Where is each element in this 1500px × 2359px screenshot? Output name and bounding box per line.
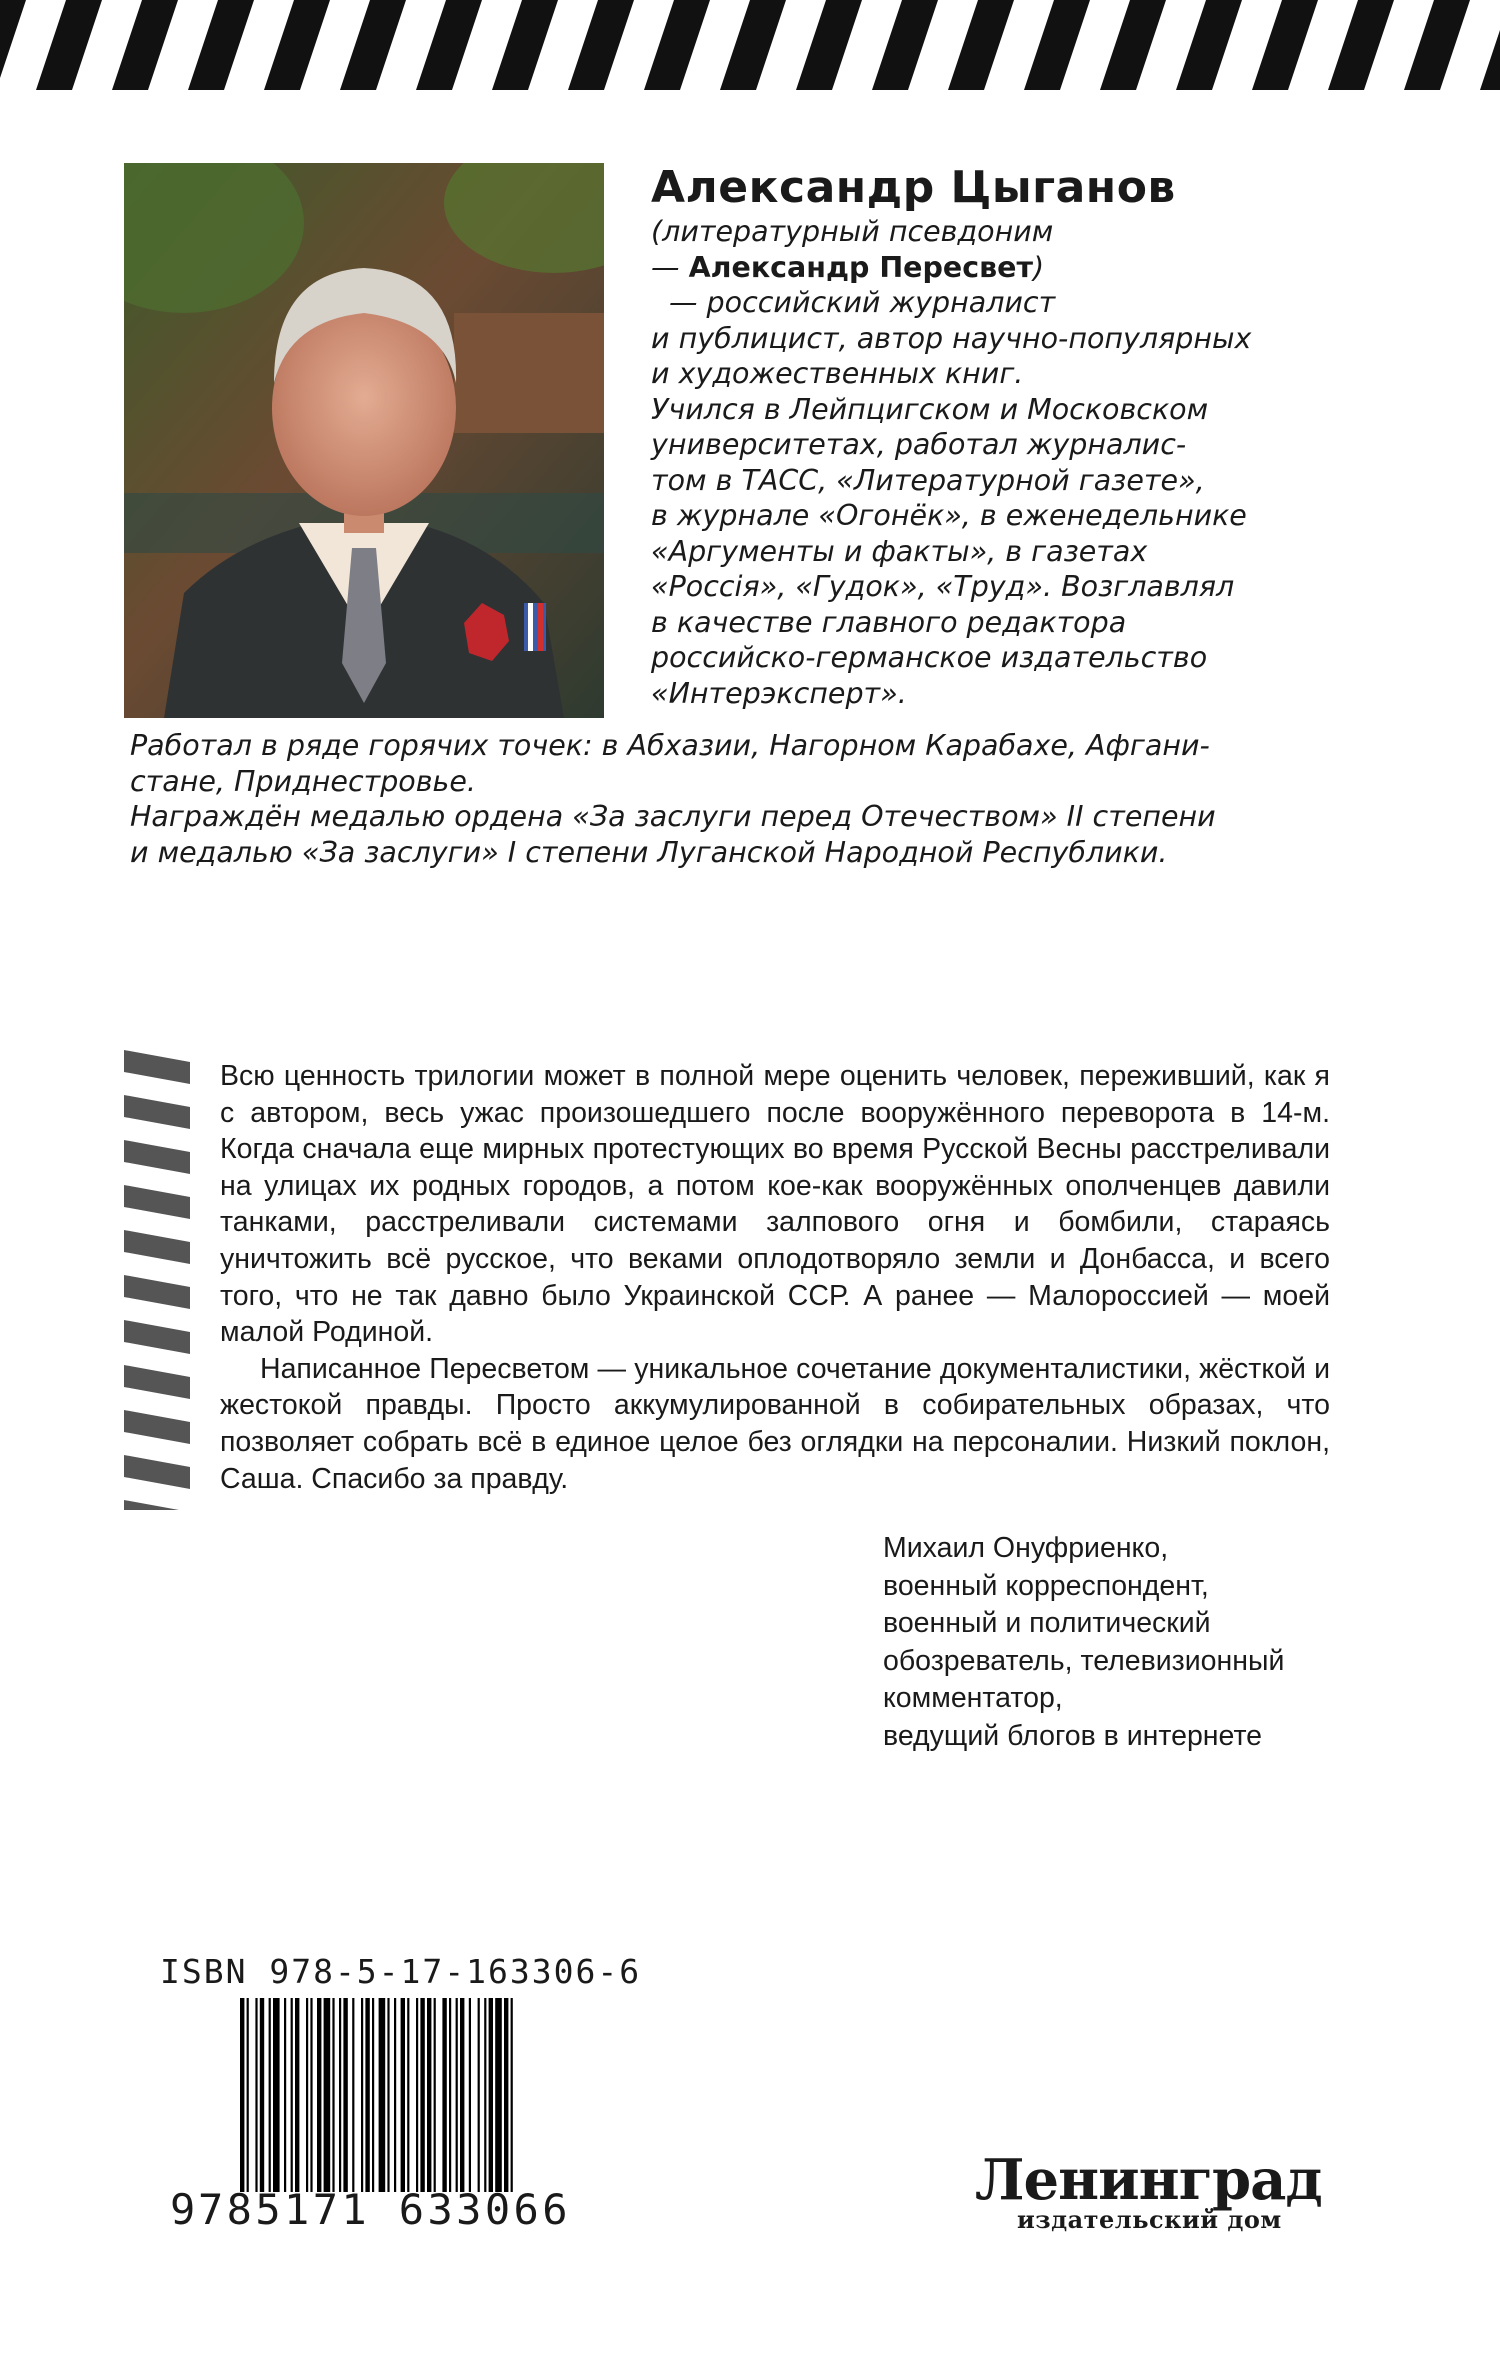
review-signature — [883, 1530, 1284, 1755]
bio-line: том в ТАСС, «Литературной газете», — [651, 463, 1205, 497]
bio-line: Учился в Лейпцигском и Московском — [651, 392, 1209, 426]
author-bio — [651, 285, 1411, 711]
bio-line: «Интерэксперт». — [651, 676, 907, 710]
publisher-name: Ленинград — [975, 2147, 1322, 2213]
publisher-subtitle: издательский дом — [1017, 2205, 1282, 2234]
signature-line: комментатор, — [883, 1682, 1063, 1714]
publisher-logo — [975, 2147, 1335, 2240]
isbn-barcode — [240, 1998, 600, 2192]
author-name: Александр Цыганов — [651, 162, 1176, 213]
signature-line: Михаил Онуфриенко, — [883, 1532, 1169, 1564]
author-bio-header — [651, 162, 1411, 711]
barcode-number: 785171 633066 — [198, 2185, 571, 2234]
film-strip-border — [0, 0, 1500, 90]
bio-line: российско-германское издательство — [651, 641, 1208, 674]
author-photo — [124, 163, 604, 718]
signature-line: военный корреспондент, — [883, 1569, 1209, 1602]
pseudonym-name: Александр Пересвет — [688, 250, 1034, 284]
review-text — [220, 1058, 1330, 1497]
bio-line: в качестве главного редактора — [651, 605, 1127, 639]
review-paragraph: Всю ценность трилогии может в полной мере оценить человек, переживший, как я с автором, весь ужас произошедшего после вооружённого переворота в 14-м. Когда сначала еще мирных протестующих во время Русской Весны расстреливали на улицах их родных городов, а потом кое-как вооружённых ополченцев давили танками, расстреливали системами залпового огня и бомбили, стараясь уничтожить всё русское, что веками оплодотворяло земли и Донбасса, и всего того, что не так давно было Украинской ССР. А ранее — Малороссией — моей малой Родиной. — [220, 1060, 1330, 1349]
pseudonym: — Александр Пересвет) — [651, 250, 1045, 284]
bio-line: Награждён медалью ордена «За заслуги перед Отечеством» II степени — [130, 800, 1216, 833]
striped-sidebar-decoration — [124, 1050, 190, 1510]
bio-line: «Россія», «Гудок», «Труд». Возглавлял — [651, 570, 1235, 603]
pseudonym-intro: (литературный псевдоним — [651, 215, 1054, 248]
review-paragraph: Написанное Пересветом — уникальное сочетание документалистики, жёсткой и жестокой правды. Просто аккумулированной в собирательных образах, что позволяет собрать всё в единое целое без оглядки на персоналии. Низкий поклон, Саша. Спасибо за правду. — [220, 1352, 1330, 1495]
author-bio-continued — [130, 728, 1390, 870]
bio-line: Работал в ряде горячих точек: в Абхазии, Нагорном Карабахе, Афгани- — [130, 729, 1210, 762]
bio-line: и публицист, автор научно-популярных — [651, 321, 1252, 355]
signature-line: военный и политический — [883, 1607, 1211, 1639]
bio-line: «Аргументы и факты», в газетах — [651, 534, 1148, 568]
barcode-first-digit: 9 — [170, 2185, 199, 2234]
bio-line: — российский журналист — [669, 286, 1056, 319]
barcode-digits — [170, 2185, 571, 2234]
bio-line: и художественных книг. — [651, 357, 1024, 390]
bio-line: университетах, работал журналис- — [651, 428, 1187, 461]
isbn-label: ISBN 978-5-17-163306-6 — [160, 1952, 642, 1991]
bio-line: в журнале «Огонёк», в еженедельнике — [651, 499, 1247, 532]
signature-line: обозреватель, телевизионный — [883, 1644, 1285, 1677]
signature-line: ведущий блогов в интернете — [883, 1719, 1263, 1752]
bio-line: и медалью «За заслуги» I степени Луганской Народной Республики. — [130, 835, 1168, 869]
bio-line: стане, Приднестровье. — [130, 764, 476, 798]
